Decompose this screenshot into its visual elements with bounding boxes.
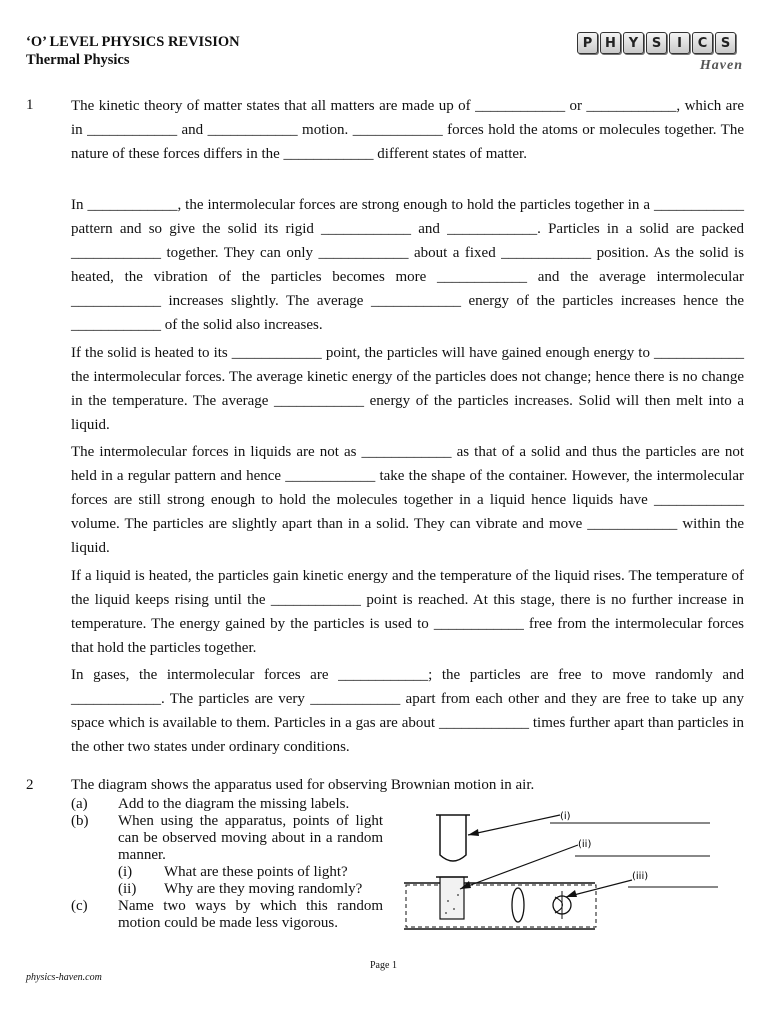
q1-paragraph-6: In gases, the intermolecular forces are ____________; the particles are free to move randomly and ____________. The particles are very ____________ apart from each other and they are free to take up any space which is available to them. Particles in a gas are about ____________ times further apart than particles in the other two states under ordinary conditions. xyxy=(71,667,744,755)
smoke-cell-drawing xyxy=(404,877,596,929)
arrowhead-i xyxy=(468,829,479,836)
logo-letter: S xyxy=(646,32,667,54)
q1-paragraph-2: In ____________, the intermolecular forces are strong enough to hold the particles together in a ____________ pattern and so give the solid its rigid ____________ and ____________. Particles in a solid are packed ____________ together. They can only ____________ about a fixed ____________ position. As the solid is heated, the vibration of the particles becomes more ____________ and the average intermolecular ____________ increases slightly. The average ____________ energy of the particles increases hence the ____________ of the solid also increases. xyxy=(71,197,744,333)
question-2-number: 2 xyxy=(26,777,34,793)
q2a-label: (a) xyxy=(71,796,88,812)
q2a-text: Add to the diagram the missing labels. xyxy=(118,796,350,812)
arrowhead-iii xyxy=(566,890,577,897)
page-number: Page 1 xyxy=(370,960,397,971)
q2bii-text: Why are they moving randomly? xyxy=(164,881,363,897)
logo-letter: H xyxy=(600,32,621,54)
document-subtitle: Thermal Physics xyxy=(26,52,130,68)
logo-letter: Y xyxy=(623,32,644,54)
q2b-text: When using the apparatus, points of light can be observed moving about in a random manner. xyxy=(118,813,383,863)
q1-paragraph-3: If the solid is heated to its ____________ point, the particles will have gained enough energy to ____________ the intermolecular forces. The average kinetic energy of the particles does not change; hence there is no change in the temperature. The average ____________ energy of the particles increases. Solid will then melt into a liquid. xyxy=(71,345,744,433)
logo-letter: P xyxy=(577,32,598,54)
logo-letter: S xyxy=(715,32,736,54)
smoke-tube-drawing xyxy=(436,815,470,861)
q2bi-label: (i) xyxy=(118,864,133,880)
logo-letter: C xyxy=(692,32,713,54)
arrow-i xyxy=(468,815,560,835)
physics-haven-logo xyxy=(577,32,743,74)
q2bii-label: (ii) xyxy=(118,881,137,897)
q2c-text: Name two ways by which this random motion could be made less vigorous. xyxy=(118,898,383,931)
q1-paragraph-1: The kinetic theory of matter states that all matters are made up of ____________ or ____________, which are in ____________ and ____________ motion. ____________ forces hold the atoms or molecules together. The nature of these forces differs in the ____________ different states of matter. xyxy=(71,98,744,162)
q1-paragraph-5: If a liquid is heated, the particles gain kinetic energy and the temperature of the liquid rises. The temperature of the liquid keeps rising until the ____________ point is reached. At this stage, there is no further increase in temperature. The energy gained by the particles is used to ____________ free from the intermolecular forces that hold the particles together. xyxy=(71,568,744,656)
q2bi-text: What are these points of light? xyxy=(164,864,348,880)
diagram-label-i: (i) xyxy=(560,811,571,822)
document-title: ‘O’ LEVEL PHYSICS REVISION xyxy=(26,34,240,50)
diagram-label-iii: (iii) xyxy=(632,871,649,882)
q2c-label: (c) xyxy=(71,898,88,914)
q2-parts xyxy=(71,796,383,932)
diagram-label-ii: (ii) xyxy=(578,839,592,850)
brownian-motion-diagram xyxy=(400,805,730,945)
logo-haven-text: Haven xyxy=(699,58,743,73)
q2-intro: The diagram shows the apparatus used for observing Brownian motion in air. xyxy=(71,777,535,793)
logo-letter: I xyxy=(669,32,690,54)
question-1-number: 1 xyxy=(26,97,34,113)
q2b-label: (b) xyxy=(71,813,89,829)
q1-paragraph-4: The intermolecular forces in liquids are not as ____________ as that of a solid and thus the particles are not held in a regular pattern and hence ____________ take the shape of the container. However, the intermolecular forces are still strong enough to hold the molecules together in a liquid hence liquids have ____________ volume. The particles are slightly apart than in a solid. They can vibrate and move ____________ within the liquid. xyxy=(71,444,744,556)
site-footer: physics-haven.com xyxy=(26,972,102,983)
